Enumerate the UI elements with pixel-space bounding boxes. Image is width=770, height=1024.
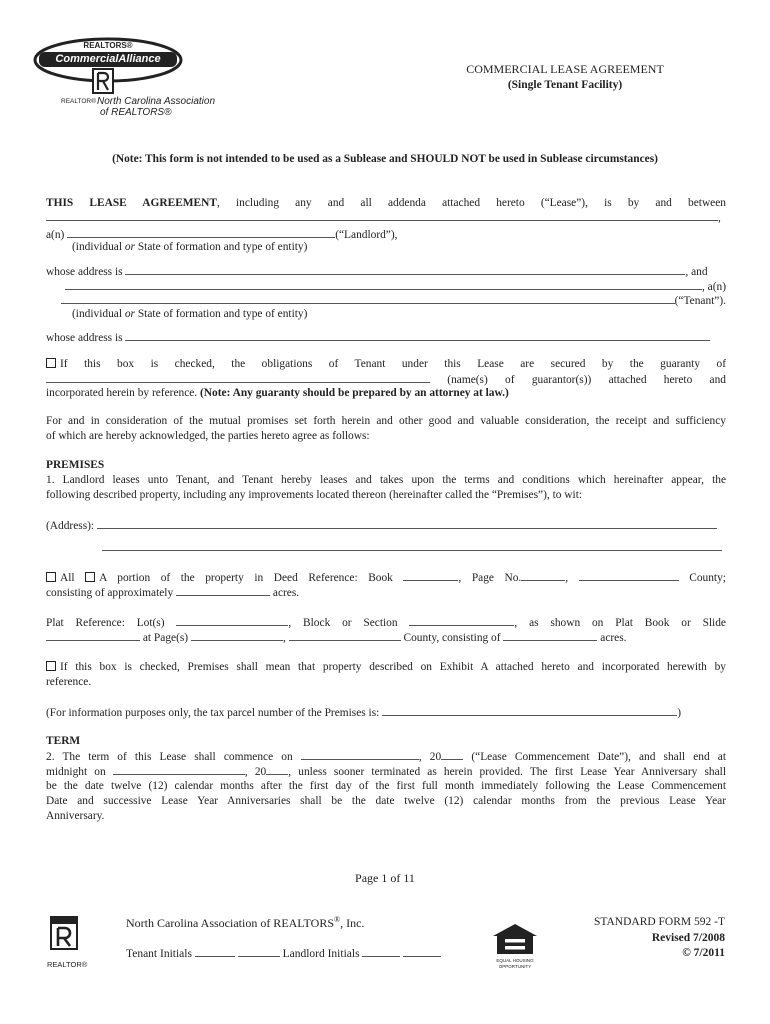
consideration-line2: of which are hereby acknowledged, the parties hereto agree as follows: [46,430,370,442]
exhibit-line1: If this box is checked, Premises shall mean that property described on Exhibit A attached hereto and incorporated herewith by [46,660,726,675]
slide-field[interactable] [46,630,140,641]
acres-line: consisting of approximately acres. [46,587,300,599]
realtor-r-icon [92,68,114,94]
tenant-initials-field-1[interactable] [195,946,235,957]
guaranty-line2: (name(s) of guarantor(s)) attached hereto and [46,372,726,388]
eho-text-2: OPPORTUNITY [498,964,532,969]
end-year-field[interactable] [266,764,288,775]
consideration-line1: For and in consideration of the mutual promises set forth herein and other good and valuable consideration, the receipt and sufficiency [46,415,726,427]
commence-year-field[interactable] [441,749,463,760]
premises-address-field[interactable] [97,518,717,529]
guarantor-field[interactable] [46,372,430,383]
tenant-address-line: whose address is [46,330,726,346]
logo-realtors-text: REALTORS® [83,41,133,50]
landlord-address-line: whose address is , and [46,266,708,278]
landlord-initials-field-2[interactable] [403,946,441,957]
term-line5: Anniversary. [46,810,105,822]
tenant-name-field[interactable] [65,279,702,290]
tenant-name-line: , a(n) [46,279,726,295]
eho-text-1: EQUAL HOUSING [496,958,534,963]
logo-alliance-text: CommercialAlliance [55,53,161,65]
plat-county-field[interactable] [289,630,401,641]
plat-line2: at Page(s) , County, consisting of acres. [46,630,726,646]
acres-field[interactable] [176,585,270,596]
end-date-field[interactable] [113,764,245,775]
lot-field[interactable] [176,615,288,626]
landlord-initials-field-1[interactable] [362,946,400,957]
sublease-note: (Note: This form is not intended to be used as a Sublease and SHOULD NOT be used in Sublease circumstances) [112,153,658,165]
commence-date-field[interactable] [301,749,419,760]
page-subtitle: (Single Tenant Facility) [507,79,623,91]
address-line: (Address): [46,518,726,534]
tenant-initials-field-2[interactable] [238,946,280,957]
page-title: COMMERCIAL LEASE AGREEMENT [466,62,664,76]
standard-form-number: STANDARD FORM 592 -T [593,916,725,928]
deed-line: All A portion of the property in Deed Reference: Book , Page No. , County; [46,570,726,586]
tenant-entity-field[interactable] [61,293,675,304]
portion-checkbox[interactable] [85,572,95,582]
premises-line2: following described property, including any improvements located thereon (hereinafter called the “Premises”), to wit: [46,489,583,501]
exhibit-checkbox[interactable] [46,661,56,671]
term-heading: TERM [46,735,81,747]
tenant-entity-line: (“Tenant”). [46,293,726,309]
term-line3: be the date twelve (12) calendar months after the first day of the first full month immediately following the Lease Commencement [46,780,726,792]
plat-line: Plat Reference: Lot(s) , Block or Section , as shown on Plat Book or Slide [46,617,726,629]
block-field[interactable] [409,615,514,626]
tax-parcel-field[interactable] [382,705,677,716]
book-field[interactable] [403,570,458,581]
tenant-address-field[interactable] [125,330,710,341]
page-no-field[interactable] [521,570,565,581]
form-revised: Revised 7/2008 [651,932,725,944]
lease-intro [46,196,726,211]
premises-heading: PREMISES [46,459,105,471]
lease-intro-rest: , including any and all addenda attached hereto (“Lease”), is by and between [216,197,726,209]
footer-association: North Carolina Association of REALTORS®, Inc. [126,915,365,930]
nc-association-line1: North Carolina Association [97,96,216,107]
an-label: a(n) [46,229,65,241]
landlord-address-field[interactable] [125,264,685,275]
all-checkbox[interactable] [46,572,56,582]
realtor-footer-text: REALTOR® [47,960,88,969]
tax-parcel-line: (For information purposes only, the tax parcel number of the Premises is: ) [46,707,681,719]
landlord-name-line[interactable]: , [46,210,726,226]
equal-housing-icon [490,922,540,956]
lease-lead: THIS LEASE AGREEMENT [46,197,217,209]
premises-address-field-2[interactable] [102,540,722,551]
commercial-alliance-logo [32,36,184,96]
form-copyright: © 7/2011 [682,947,725,959]
premises-line1: 1. Landlord leases unto Tenant, and Tenant hereby leases and takes upon the terms and conditions which hereinafter appear, the [46,474,726,486]
term-line4: Date and successive Lease Year Anniversaries shall be the date twelve (12) calendar months from the previous Lease Year [46,795,726,807]
footer-initials: Tenant Initials Landlord Initials [126,946,441,962]
guaranty-checkbox[interactable] [46,358,56,368]
plat-acres-field[interactable] [503,630,597,641]
landlord-entity-field[interactable] [67,227,335,238]
exhibit-line2: reference. [46,676,92,688]
at-pages-field[interactable] [191,630,283,641]
county-field[interactable] [579,570,679,581]
guaranty-line3: incorporated herein by reference. (Note: Any guaranty should be prepared by an attorney at law.) [46,387,509,399]
guaranty-line1: If this box is checked, the obligations of Tenant under this Lease are secured by the guaranty of [46,357,726,372]
term-line2: midnight on , 20 , unless sooner terminated as herein provided. The first Lease Year Anniversary shall [46,766,726,778]
entity-hint-1: (individual or State of formation and type of entity) [72,241,308,253]
landlord-label: (“Landlord”), [335,229,398,241]
realtor-footer-logo [50,916,78,950]
page-number: Page 1 of 11 [355,871,415,885]
term-line1: 2. The term of this Lease shall commence on , 20 (“Lease Commencement Date”), and shall end at [46,751,726,763]
nc-realtor-small: REALTOR® [61,98,96,105]
nc-association-line2: of REALTORS® [100,107,172,118]
entity-hint-2: (individual or State of formation and type of entity) [72,308,308,320]
